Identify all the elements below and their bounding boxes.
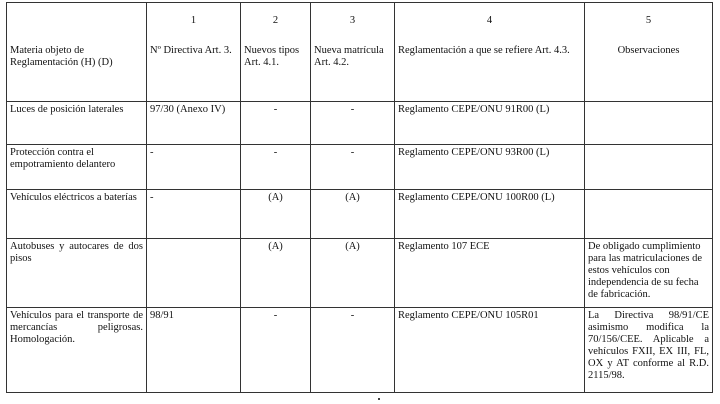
column-number: 2 (272, 15, 279, 26)
cell-nuevos-tipos: - (241, 145, 311, 190)
cell-directiva: - (147, 145, 241, 190)
header-label: Reglamentación a que se refiere Art. 4.3. (398, 45, 570, 56)
cell-observaciones (585, 102, 713, 145)
column-number (10, 15, 143, 27)
cell-materia: Vehículos eléctricos a baterías (7, 190, 147, 239)
cell-directiva: 97/30 (Anexo IV) (147, 102, 241, 145)
header-cell-directiva (147, 3, 241, 102)
column-number: 1 (190, 15, 197, 26)
cell-reglamentacion: Reglamento CEPE/ONU 91R00 (L) (395, 102, 585, 145)
column-number: 4 (486, 15, 493, 26)
cell-nueva-matricula: (A) (311, 190, 395, 239)
header-cell-reglamentacion (395, 3, 585, 102)
header-label: Nueva matrícula Art. 4.2. (314, 45, 384, 68)
cell-directiva (147, 239, 241, 308)
cell-materia: Luces de posición laterales (7, 102, 147, 145)
header-cell-nueva-matricula (311, 3, 395, 102)
cell-nuevos-tipos: (A) (241, 190, 311, 239)
cell-materia: Vehículos para el transporte de mercancías peligrosas. Homologación. (7, 308, 147, 393)
table-row (7, 239, 713, 308)
cell-nueva-matricula: (A) (311, 239, 395, 308)
cell-observaciones (585, 145, 713, 190)
cell-nueva-matricula: - (311, 308, 395, 393)
header-label: Nuevos tipos Art. 4.1. (244, 45, 300, 68)
column-number: 3 (349, 15, 356, 26)
cell-reglamentacion: Reglamento CEPE/ONU 93R00 (L) (395, 145, 585, 190)
header-label: Nº Directiva Art. 3. (150, 45, 232, 56)
cell-observaciones: De obligado cumplimiento para las matriculaciones de estos vehículos con independencia de su fecha de fabricación. (585, 239, 713, 308)
cell-reglamentacion: Reglamento CEPE/ONU 100R00 (L) (395, 190, 585, 239)
cell-materia: Protección contra el empotramiento delantero (7, 145, 147, 190)
header-label: Observaciones (617, 45, 680, 56)
header-cell-nuevos-tipos (241, 3, 311, 102)
cell-nuevos-tipos: - (241, 102, 311, 145)
cell-reglamentacion: Reglamento CEPE/ONU 105R01 (395, 308, 585, 393)
table-row (7, 102, 713, 145)
table-row (7, 308, 713, 393)
cell-reglamentacion: Reglamento 107 ECE (395, 239, 585, 308)
stray-mark (378, 398, 380, 400)
cell-nueva-matricula: - (311, 145, 395, 190)
table-row (7, 145, 713, 190)
cell-observaciones (585, 190, 713, 239)
cell-observaciones: La Directiva 98/91/CE asimismo modifica la 70/156/CEE. Aplicable a vehículos FXII, EX III, FL, OX y AT conforme al R.D. 2115/98. (585, 308, 713, 393)
column-number: 5 (645, 15, 652, 26)
cell-materia: Autobuses y autocares de dos pisos (7, 239, 147, 308)
header-cell-observaciones (585, 3, 713, 102)
regulation-table (6, 2, 713, 393)
cell-nuevos-tipos: - (241, 308, 311, 393)
cell-nuevos-tipos: (A) (241, 239, 311, 308)
cell-directiva: - (147, 190, 241, 239)
header-cell-materia (7, 3, 147, 102)
table-row (7, 190, 713, 239)
header-label: Materia objeto de Reglamentación (H) (D) (10, 45, 113, 68)
table-header-row (7, 3, 713, 102)
cell-directiva: 98/91 (147, 308, 241, 393)
cell-nueva-matricula: - (311, 102, 395, 145)
